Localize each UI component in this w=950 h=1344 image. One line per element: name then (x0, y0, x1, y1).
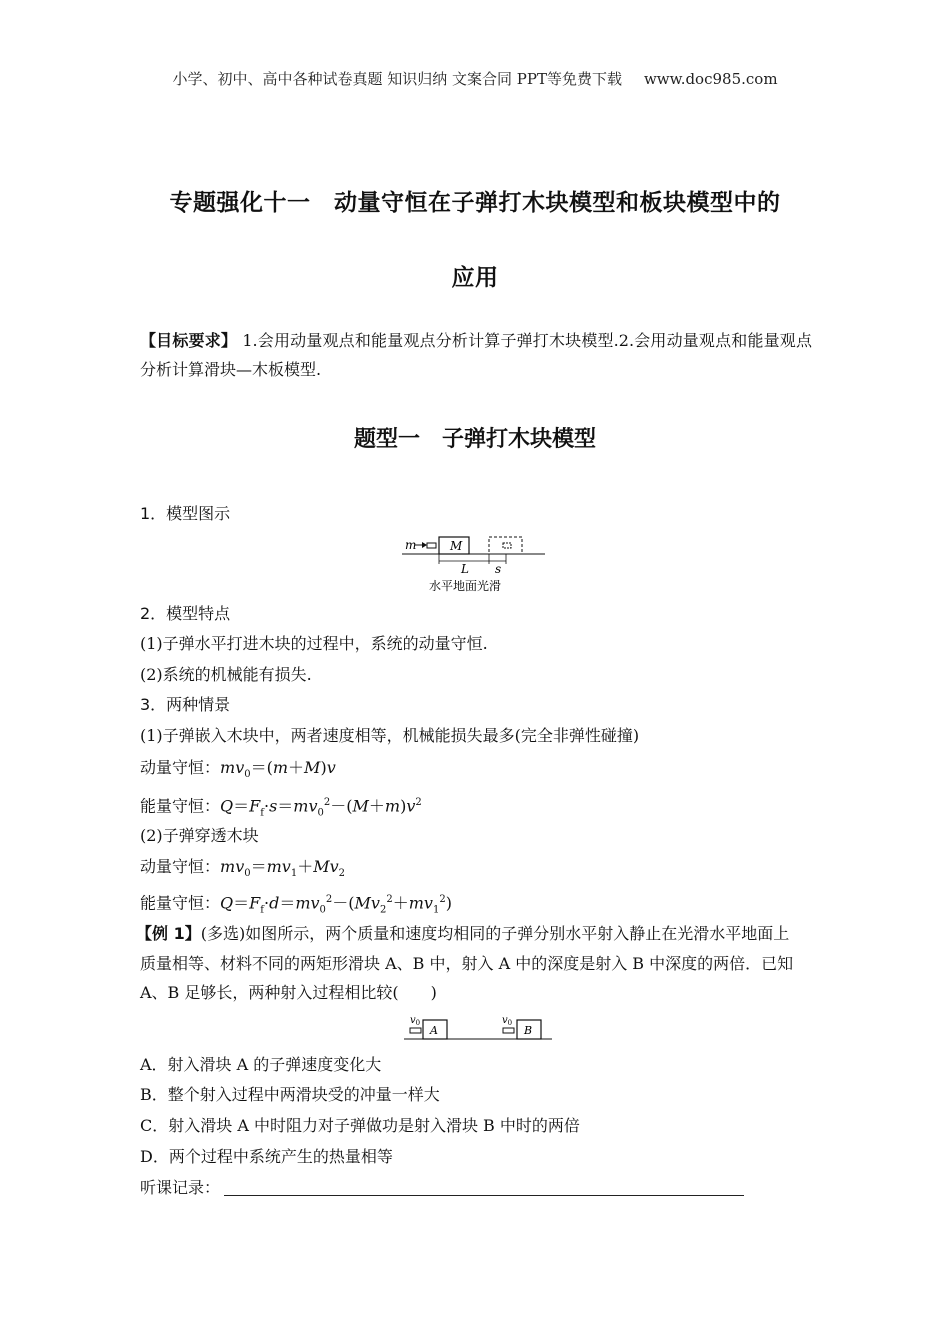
example-multi: (多选) (200, 924, 246, 943)
bullet-right (503, 1028, 514, 1033)
figure-caption: 水平地面光滑 (429, 579, 502, 593)
bullet-block-figure (402, 534, 552, 596)
example-figure (404, 1013, 556, 1045)
notes-line[interactable] (224, 1195, 744, 1196)
objective-label: 【目标要求】 (140, 331, 238, 350)
section-heading: 题型一 子弹打木块模型 (353, 427, 596, 452)
example-text-1: 如图所示，两个质量和速度均相同的子弹分别水平射入静止在光滑水平地面上 (245, 924, 790, 943)
page-header (0, 68, 950, 89)
option-B[interactable]: B．整个射入过程中两滑块受的冲量一样大 (140, 1085, 440, 1104)
block-dashed-final (489, 537, 522, 554)
figure-label-m: m (405, 538, 417, 552)
feature-1: (1)子弹水平打进木块的过程中，系统的动量守恒. (140, 634, 488, 653)
example-text-3: A、B 足够长，两种射入过程相比较( ) (140, 983, 437, 1002)
notes-label: 听课记录： (140, 1178, 221, 1197)
energy-label: 能量守恒： (140, 796, 221, 816)
bullet-dashed (503, 543, 511, 548)
heading-model-figure: 1．模型图示 (140, 504, 231, 523)
header-site-link[interactable]: www.doc985.com (643, 70, 778, 88)
momentum-label: 动量守恒： (140, 758, 221, 777)
notes-row (140, 1177, 744, 1199)
momentum-label: 动量守恒： (140, 857, 221, 876)
heading-model-features: 2．模型特点 (140, 604, 231, 623)
figure-v0-left: $v_0$ (410, 1015, 421, 1027)
equation-momentum-1: 动量守恒：$mv_0=(m+M)v$ (140, 758, 336, 781)
figure-label-L: L (461, 562, 469, 576)
page-title-line1: 专题强化十一 动量守恒在子弹打木块模型和板块模型中的 (169, 190, 781, 216)
figure-label-M: M (450, 539, 463, 553)
option-C[interactable]: C．射入滑块 A 中时阻力对子弹做功是射入滑块 B 中时的两倍 (140, 1116, 580, 1135)
equation-energy-1: 能量守恒：$Q=F_f\cdot s=mv_0^2-(M+m)v^2$ (140, 796, 422, 819)
bullet-left (410, 1028, 421, 1033)
header-text: 小学、初中、高中各种试卷真题 知识归纳 文案合同 PPT等免费下载 (172, 70, 622, 88)
energy-label: 能量守恒： (140, 893, 221, 913)
example-label: 【例 1】 (136, 924, 201, 943)
objective-text: 1.会用动量观点和能量观点分析计算子弹打木块模型.2.会用动量观点和能量观点分析计算滑块—木板模型. (140, 331, 812, 379)
bullet-shape (427, 543, 436, 548)
equation-energy-2: 能量守恒：$Q=F_f\cdot d=mv_0^2-(Mv_2^2+mv_1^2)$ (140, 893, 452, 916)
option-D[interactable]: D．两个过程中系统产生的热量相等 (140, 1147, 393, 1166)
heading-two-scenarios: 3．两种情景 (140, 695, 231, 714)
scenario-1: (1)子弹嵌入木块中，两者速度相等，机械能损失最多(完全非弹性碰撞) (140, 726, 640, 745)
scenario-2: (2)子弹穿透木块 (140, 826, 259, 845)
equation-momentum-2: 动量守恒：$mv_0=mv_1+Mv_2$ (140, 857, 346, 880)
feature-2: (2)系统的机械能有损失. (140, 665, 312, 684)
label-A: A (430, 1024, 438, 1037)
objective-paragraph (140, 326, 812, 384)
example-text-2: 质量相等、材料不同的两矩形滑块 A、B 中，射入 A 中的深度是射入 B 中深度的两倍．已知 (140, 953, 794, 973)
option-A[interactable]: A．射入滑块 A 的子弹速度变化大 (140, 1055, 382, 1074)
example-1-stem (136, 919, 812, 1008)
page-title-line2: 应用 (451, 265, 499, 291)
figure-v0-right: $v_0$ (502, 1015, 513, 1027)
label-B: B (524, 1024, 533, 1037)
arrowhead-icon (422, 542, 427, 548)
figure-label-s: s (495, 562, 502, 576)
